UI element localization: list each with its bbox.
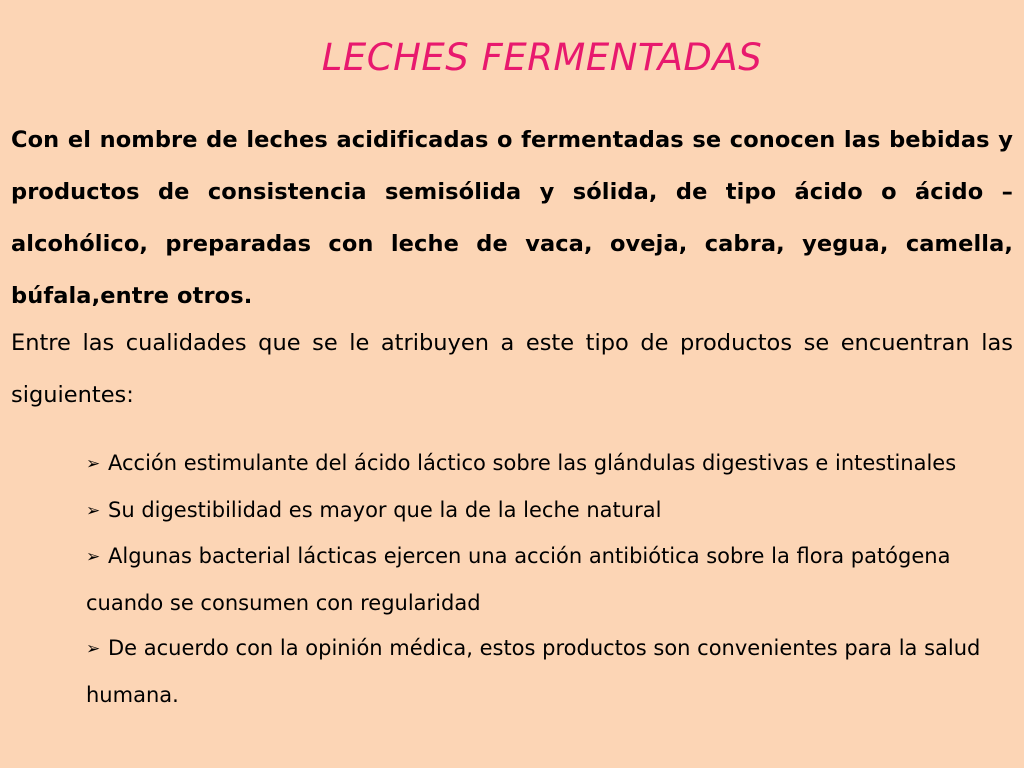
list-item [86, 626, 986, 718]
list-item-text: Algunas bacterial lácticas ejercen una acción antibiótica sobre la flora patógena cuando se consumen con regularidad [86, 544, 951, 615]
qualities-paragraph: Entre las cualidades que se le atribuyen a este tipo de productos se encuentran las siguientes: [11, 330, 1013, 408]
list-item-text: Acción estimulante del ácido láctico sobre las glándulas digestivas e intestinales [108, 451, 957, 475]
arrow-bullet-icon: ➢ [86, 639, 101, 659]
list-item [86, 441, 986, 488]
slide-title: LECHES FERMENTADAS [321, 36, 763, 79]
intro-paragraph: Con el nombre de leches acidificadas o fermentadas se conocen las bebidas y productos de consistencia semisólida y sólida, de tipo ácido o ácido – alcohólico, preparadas con leche de vaca, oveja, cabra, yegua, camella, búfala,entre otros. [11, 127, 1013, 309]
list-item-text: Su digestibilidad es mayor que la de la leche natural [108, 497, 662, 522]
arrow-bullet-icon: ➢ [86, 500, 101, 521]
arrow-bullet-icon: ➢ [86, 547, 101, 567]
list-item [86, 534, 986, 626]
arrow-bullet-icon: ➢ [86, 454, 101, 474]
list-item [86, 488, 986, 535]
list-item-text: De acuerdo con la opinión médica, estos productos son convenientes para la salud humana. [86, 636, 981, 707]
qualities-list [86, 441, 986, 718]
